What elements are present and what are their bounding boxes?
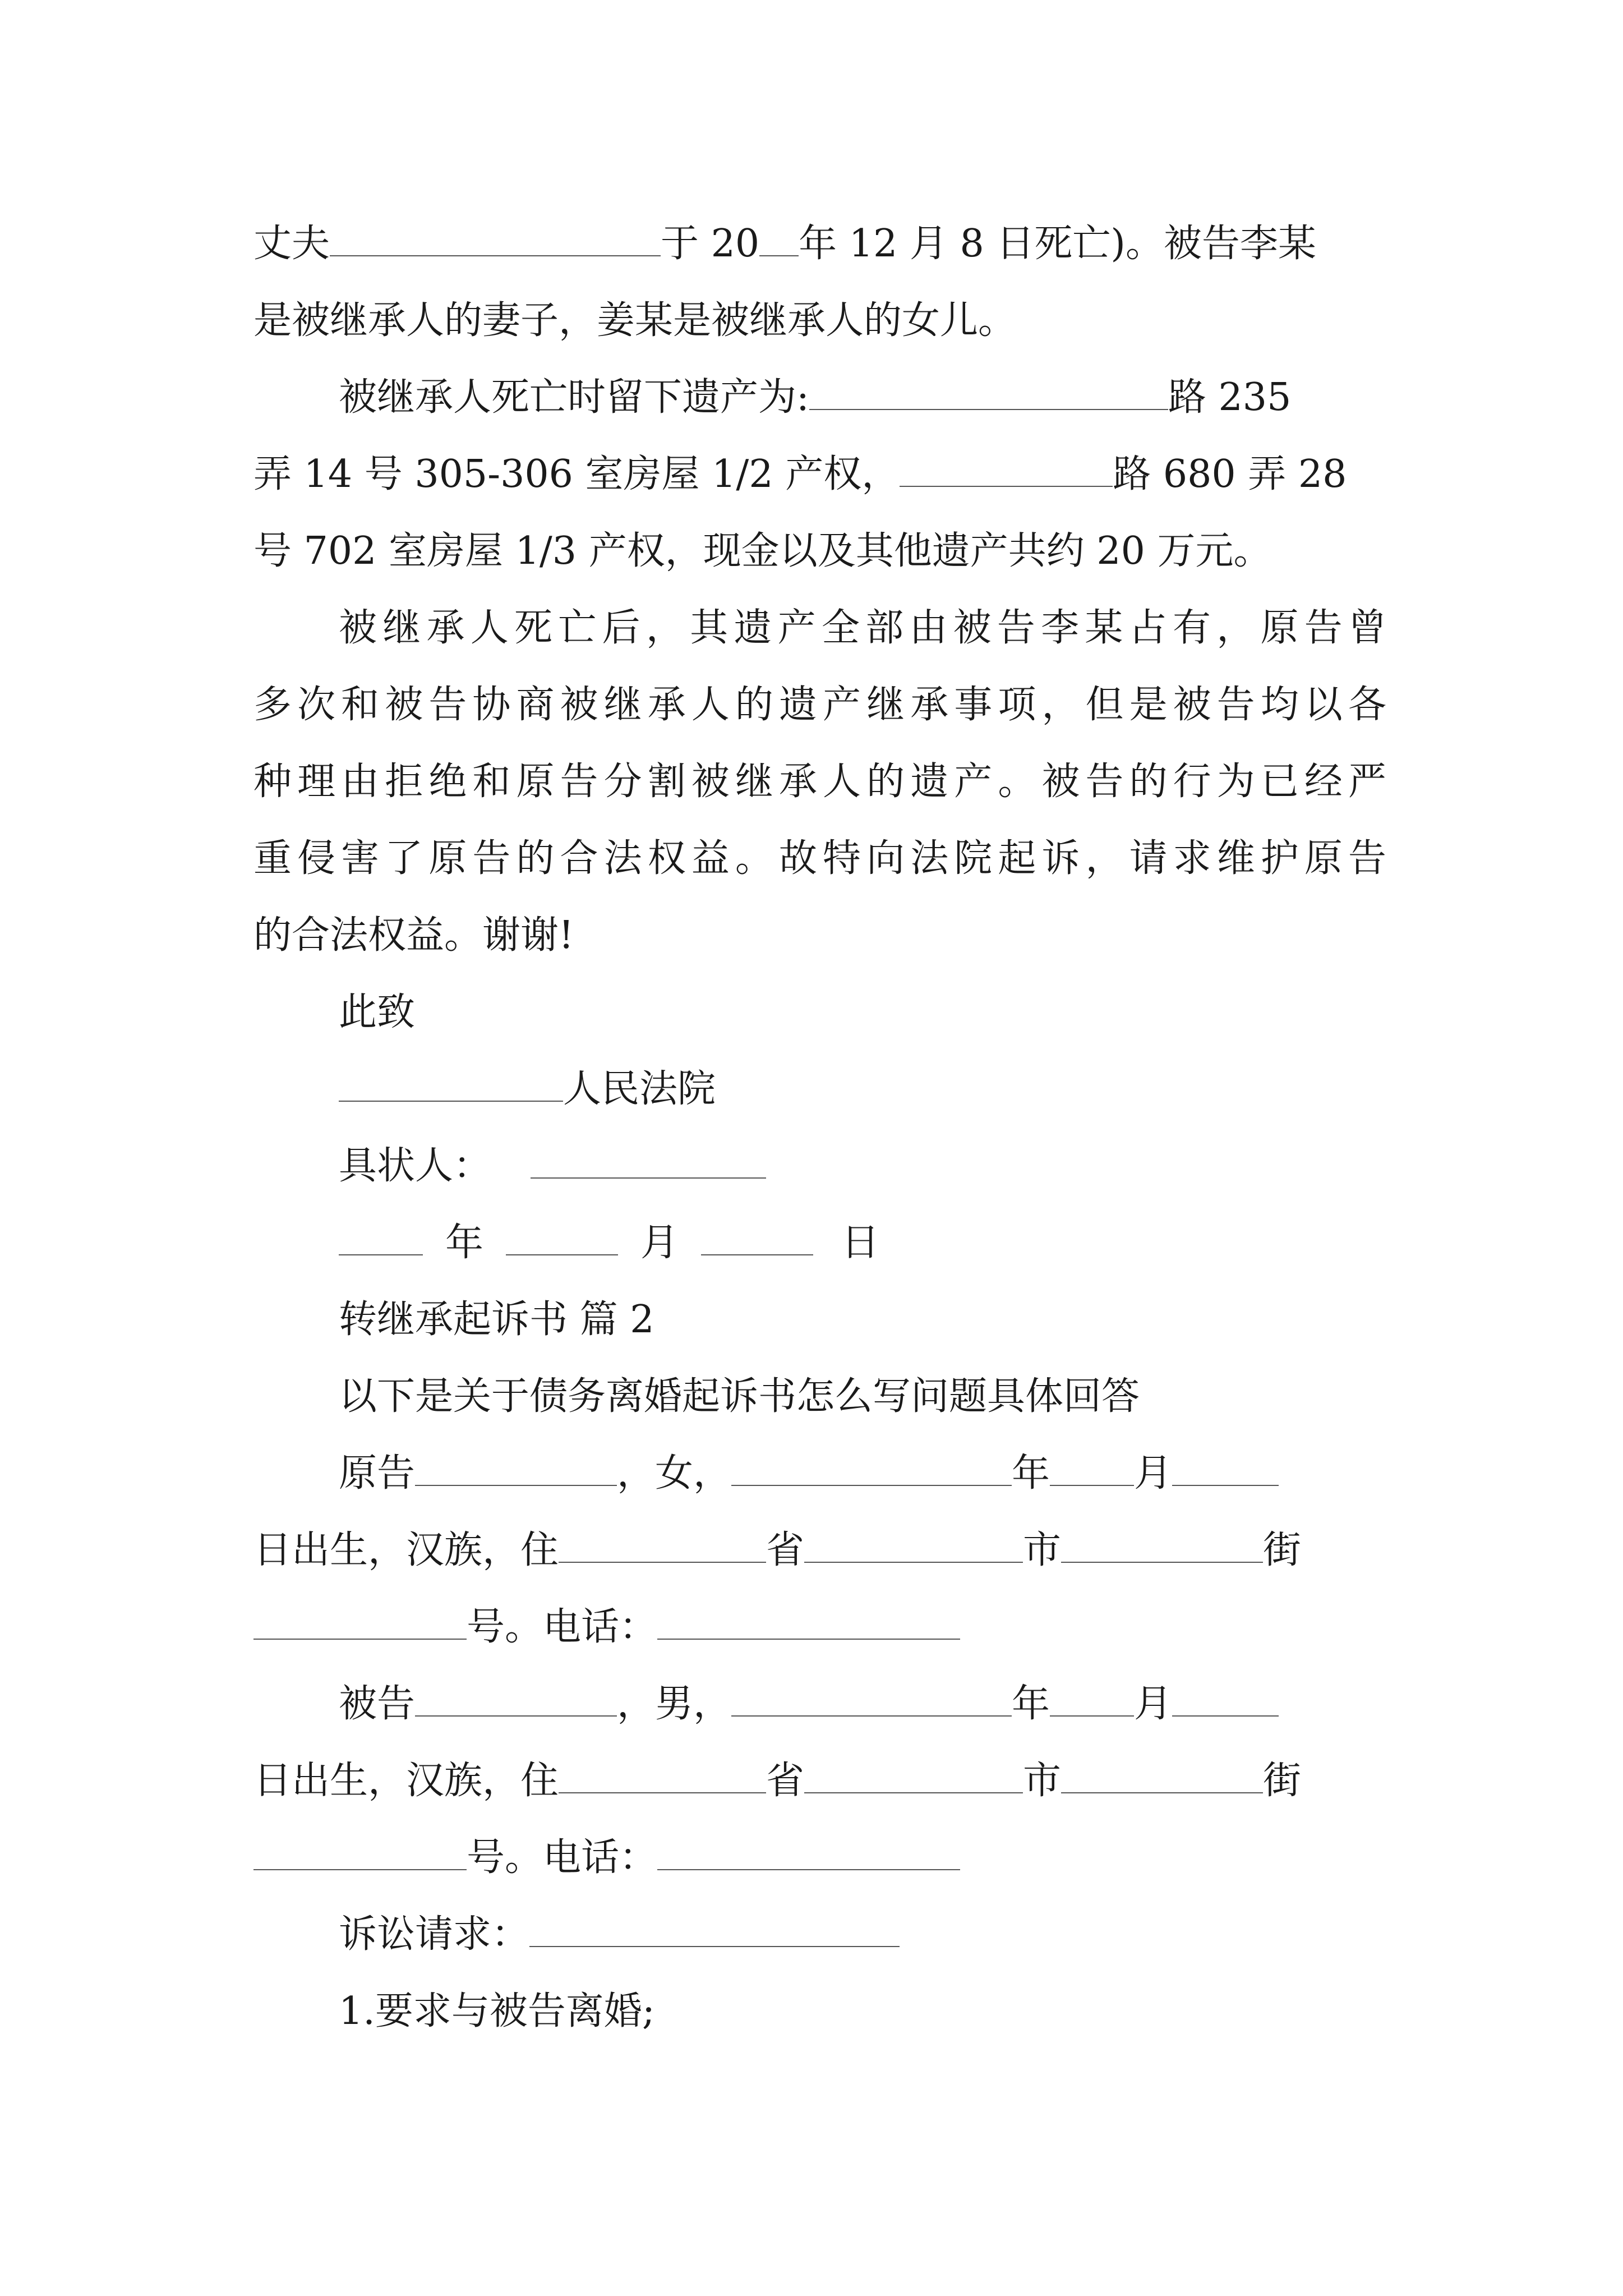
text-span: 市 [1023, 1528, 1062, 1572]
fill-in-blank [809, 376, 1168, 410]
text-span: 弄 14 号 305-306 室房屋 1/2 产权， [253, 452, 900, 496]
fill-in-blank [339, 1068, 563, 1102]
fill-in-blank [1061, 1760, 1263, 1793]
salutation: 此致 [339, 990, 416, 1034]
fill-in-blank [731, 1452, 1012, 1486]
fill-in-blank [1172, 1683, 1279, 1717]
text-span: 省 [766, 1528, 805, 1572]
signer-line [339, 1143, 1386, 1190]
text-span: 日出生，汉族，住 [253, 1528, 559, 1572]
fill-in-blank [900, 453, 1113, 487]
fill-in-blank [339, 1232, 423, 1255]
fill-in-blank [415, 1452, 617, 1486]
plaintiff-line-1 [339, 1450, 1386, 1497]
text-span: 月 [1134, 1451, 1173, 1496]
fill-in-blank [1061, 1529, 1263, 1563]
fill-in-blank [657, 1606, 960, 1640]
fill-in-blank [701, 1232, 813, 1255]
text-span: 诉讼请求： [339, 1912, 530, 1957]
text-span: 具状人： [339, 1144, 492, 1188]
text-span: 街 [1263, 1528, 1302, 1572]
fill-in-blank [1172, 1452, 1279, 1486]
fill-in-blank [531, 1145, 766, 1179]
text-span: 日 [841, 1221, 880, 1265]
paragraph-3-line: 多次和被告协商被继承人的遗产继承事项，但是被告均以各 [253, 683, 1386, 727]
paragraph-3-line: 重侵害了原告的合法权益。故特向法院起诉，请求维护原告 [253, 836, 1386, 881]
text-span: 省 [766, 1759, 805, 1803]
paragraph-2-line-1 [339, 374, 1386, 421]
text-span: 日出生，汉族，住 [253, 1759, 559, 1803]
fill-in-blank [804, 1760, 1023, 1793]
defendant-line-1 [339, 1681, 1386, 1728]
paragraph-3-line: 的合法权益。谢谢! [253, 913, 574, 958]
text-span: 被继承人死亡时留下遗产为: [339, 375, 809, 420]
text-span: 路 680 弄 28 [1113, 452, 1347, 496]
claim-item-1: 1.要求与被告离婚; [339, 1989, 655, 2033]
fill-in-blank [330, 223, 661, 256]
fill-in-blank [506, 1232, 618, 1255]
text-span: 原告 [339, 1451, 416, 1496]
text-span: 丈夫 [253, 222, 330, 266]
paragraph-3-line: 种理由拒绝和原告分割被继承人的遗产。被告的行为已经严 [253, 760, 1386, 804]
paragraph-2-line-3: 号 702 室房屋 1/3 产权，现金以及其他遗产共约 20 万元。 [253, 529, 1272, 573]
section-intro: 以下是关于债务离婚起诉书怎么写问题具体回答 [339, 1374, 1140, 1419]
text-span: 街 [1263, 1759, 1302, 1803]
text-span: 于 20 [661, 222, 760, 266]
text-span: 年 [1012, 1682, 1050, 1726]
fill-in-blank [1050, 1683, 1134, 1717]
fill-in-blank [253, 1837, 467, 1870]
fill-in-blank [804, 1529, 1023, 1563]
text-span: ，男， [617, 1682, 732, 1726]
text-span: 路 235 [1168, 375, 1292, 420]
fill-in-blank [559, 1529, 766, 1563]
text-span: 年 [1012, 1451, 1050, 1496]
text-span: 被告 [339, 1682, 416, 1726]
text-span: 市 [1023, 1759, 1062, 1803]
court-line [339, 1066, 1386, 1113]
claims-line [339, 1911, 1386, 1958]
text-span: 年 [445, 1221, 484, 1265]
section-heading: 转继承起诉书 篇 2 [339, 1297, 654, 1342]
fill-in-blank [657, 1837, 960, 1870]
text-span: ，女， [617, 1451, 732, 1496]
paragraph-1-line-2: 是被继承人的妻子，姜某是被继承人的女儿。 [253, 298, 1017, 343]
paragraph-2-line-2 [253, 451, 1386, 498]
fill-in-blank [559, 1760, 766, 1793]
defendant-line-2 [253, 1757, 1386, 1805]
text-span: 月 [640, 1221, 679, 1265]
text-span: 年 12 月 8 日死亡)。被告李某 [799, 222, 1316, 266]
fill-in-blank [1050, 1452, 1134, 1486]
text-span: 月 [1134, 1682, 1173, 1726]
defendant-line-3 [253, 1834, 1386, 1881]
plaintiff-line-3 [253, 1604, 1386, 1651]
fill-in-blank [415, 1683, 617, 1717]
date-line [339, 1220, 1386, 1267]
fill-in-blank [529, 1913, 900, 1947]
fill-in-blank [253, 1606, 467, 1640]
plaintiff-line-2 [253, 1527, 1386, 1574]
text-span: 人民法院 [563, 1067, 716, 1111]
fill-in-blank [731, 1683, 1012, 1717]
text-span: 号。电话： [467, 1605, 658, 1649]
paragraph-1-line-1 [253, 220, 1386, 268]
text-span: 号。电话： [467, 1835, 658, 1880]
fill-in-blank [759, 223, 799, 256]
paragraph-3-line: 被继承人死亡后，其遗产全部由被告李某占有，原告曾 [339, 606, 1386, 650]
